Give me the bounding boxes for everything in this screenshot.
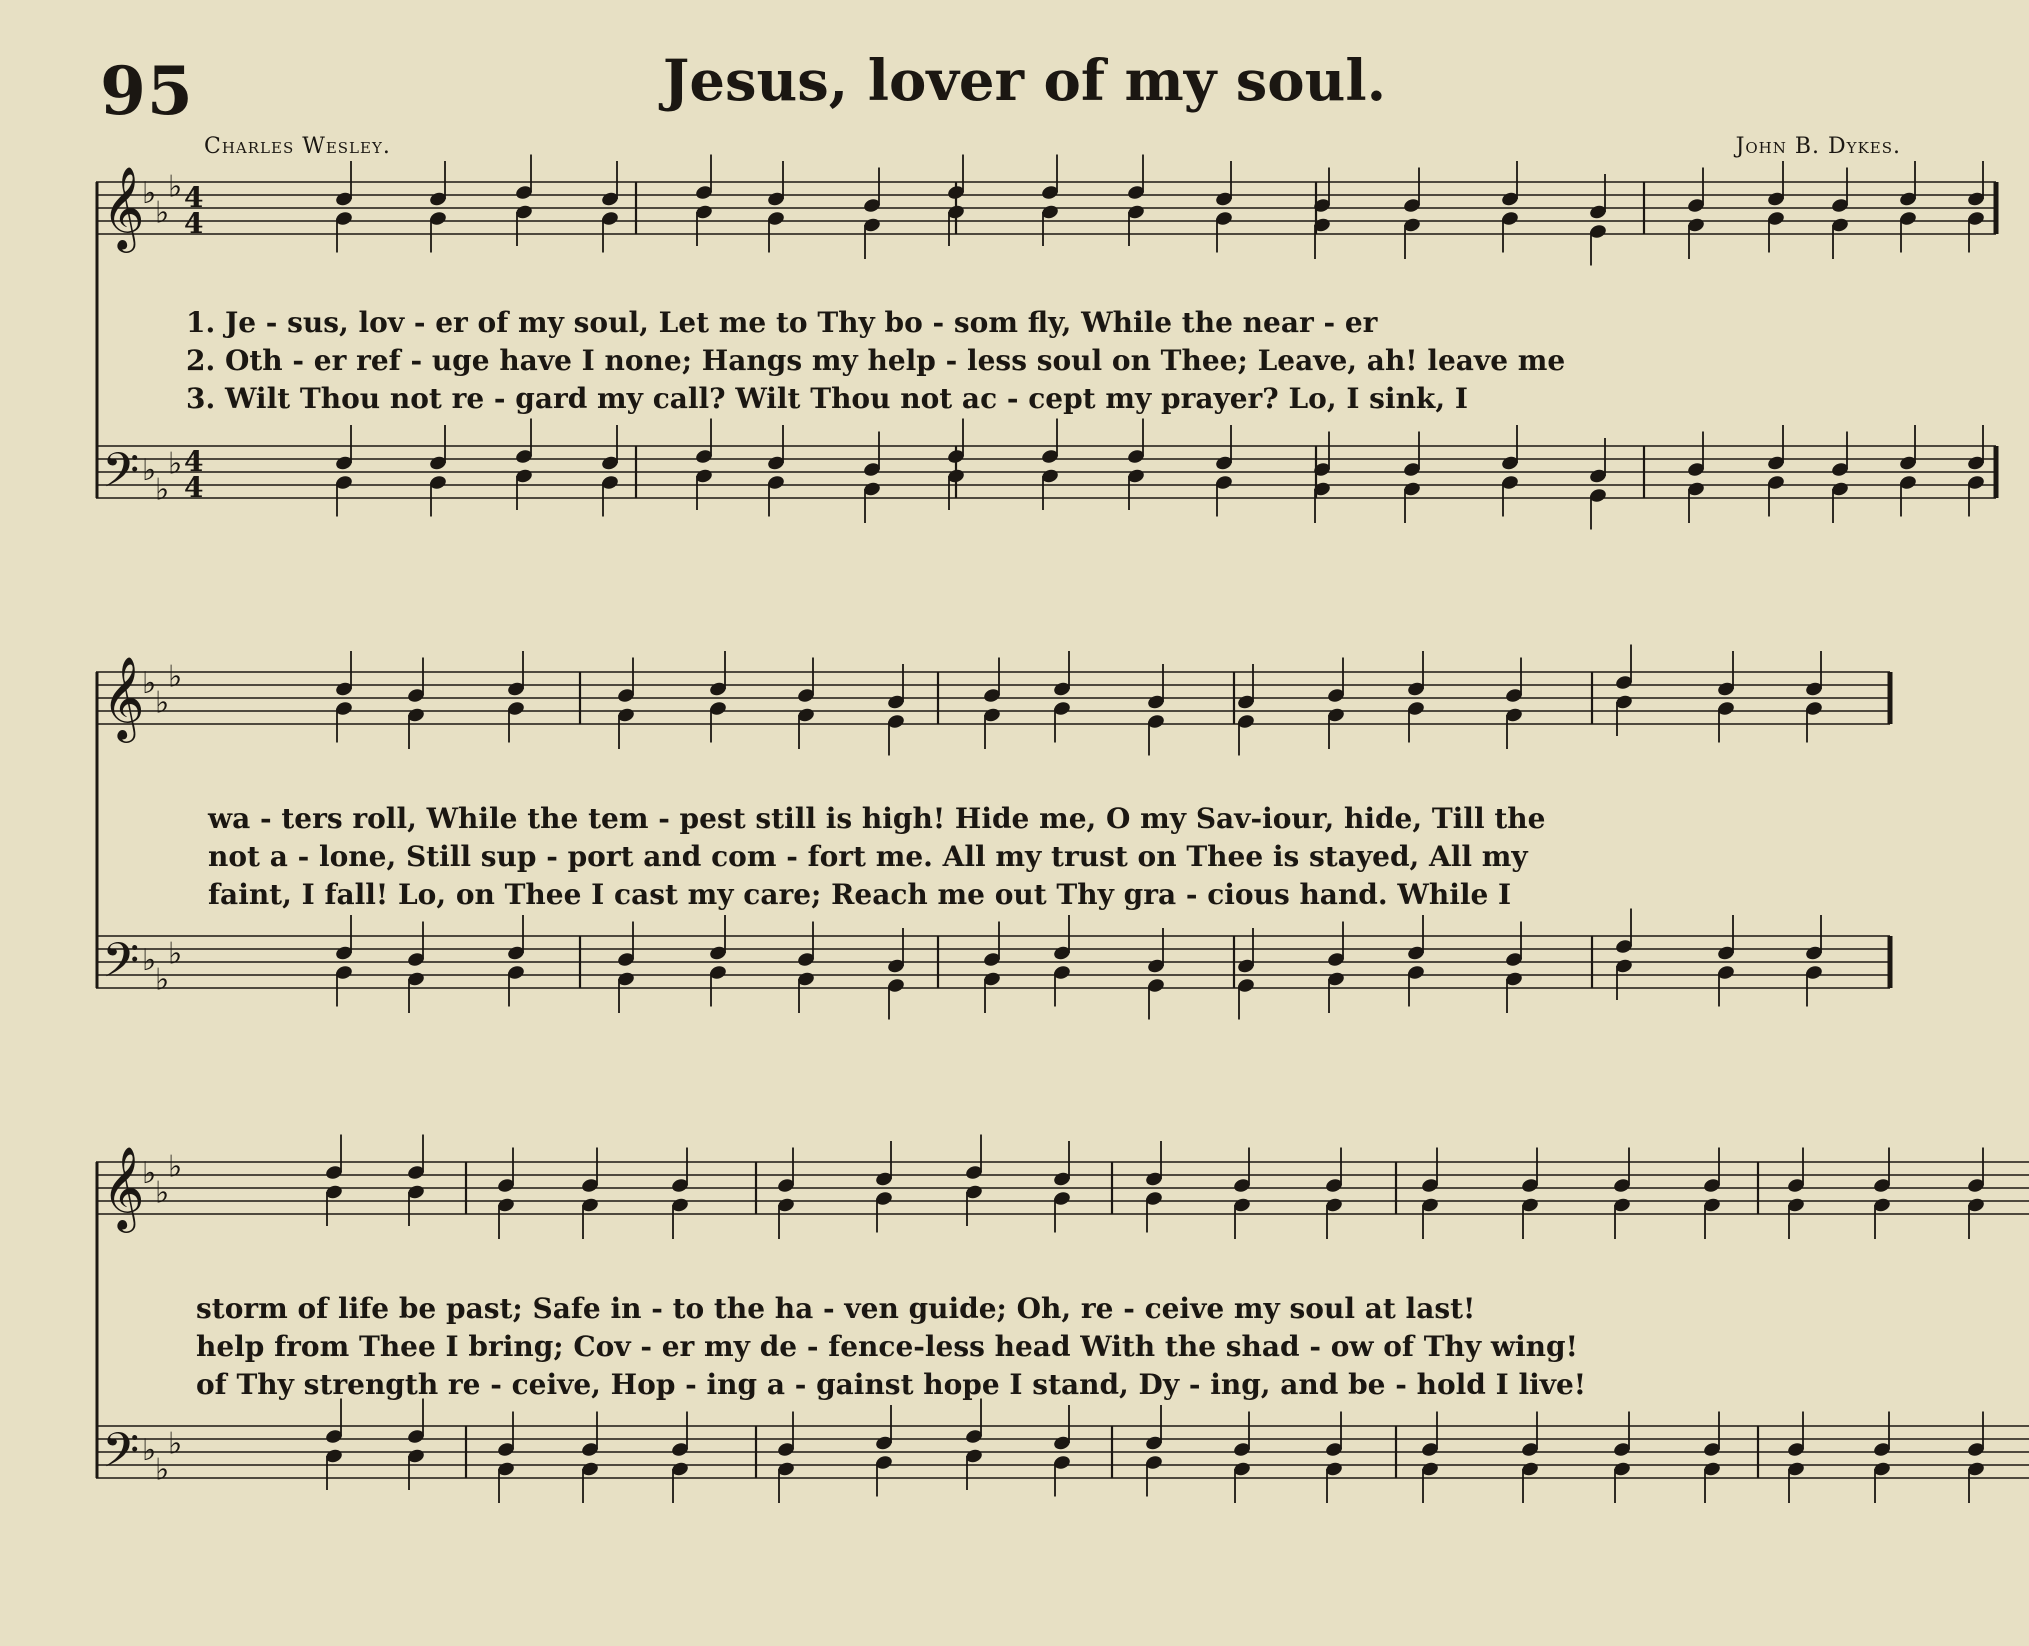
composer-credit: John B. Dykes. bbox=[1735, 134, 1901, 159]
flat-icon: ♭ bbox=[142, 453, 157, 488]
flat-icon: ♭ bbox=[142, 1156, 157, 1191]
verse-2-line-3: help from Thee I bring; Cov - er my de - fence-less head With the shad - ow of Thy wing! bbox=[196, 1330, 1578, 1363]
flat-icon: ♭ bbox=[142, 666, 157, 701]
verse-1-line-1: 1. Je - sus, lov - er of my soul, Let me to Thy bo - som fly, While the near - er bbox=[186, 306, 1378, 339]
hymn-title: Jesus, lover of my soul. bbox=[662, 48, 1387, 114]
verse-3-line-3: of Thy strength re - ceive, Hop - ing a - gainst hope I stand, Dy - ing, and be - hold I live! bbox=[196, 1368, 1587, 1401]
bass-clef-icon: 𝄢 bbox=[102, 442, 140, 510]
time-signature: 4 bbox=[184, 207, 204, 240]
flat-icon: ♭ bbox=[142, 1433, 157, 1468]
treble-staff bbox=[96, 155, 1996, 266]
flat-icon: ♭ bbox=[155, 1175, 170, 1211]
flat-icon: ♭ bbox=[155, 685, 170, 721]
flat-icon: ♭ bbox=[142, 943, 157, 978]
bass-clef-icon: 𝄢 bbox=[102, 1422, 140, 1490]
flat-icon: ♭ bbox=[155, 472, 170, 508]
flat-icon: ♭ bbox=[155, 195, 170, 231]
bass-staff bbox=[96, 419, 1996, 530]
treble-clef-icon: 𝄞 bbox=[102, 1145, 145, 1229]
flat-icon: ♭ bbox=[168, 1426, 183, 1462]
time-signature: 4 bbox=[184, 445, 204, 478]
bass-clef-icon: 𝄢 bbox=[102, 932, 140, 1000]
bass-staff bbox=[96, 909, 1890, 1020]
flat-icon: ♭ bbox=[155, 1452, 170, 1488]
time-signature: 4 bbox=[184, 471, 204, 504]
treble-staff bbox=[96, 1135, 2029, 1240]
flat-icon: ♭ bbox=[155, 962, 170, 998]
music-system-3 bbox=[96, 1145, 1976, 1570]
treble-staff bbox=[96, 645, 1890, 756]
music-system-2 bbox=[96, 655, 1976, 1060]
verse-1-line-3: storm of life be past; Safe in - to the ha - ven guide; Oh, re - ceive my soul at last! bbox=[196, 1292, 1476, 1325]
verse-3-line-2: faint, I fall! Lo, on Thee I cast my care; Reach me out Thy gra - cious hand. While I bbox=[208, 878, 1512, 911]
verse-1-line-2: wa - ters roll, While the tem - pest still is high! Hide me, O my Sav-iour, hide, Till the bbox=[208, 802, 1546, 835]
flat-icon: ♭ bbox=[168, 936, 183, 972]
verse-3-line-1: 3. Wilt Thou not re - gard my call? Wilt Thou not ac - cept my prayer? Lo, I sink, I bbox=[186, 382, 1468, 415]
time-signature: 4 bbox=[184, 181, 204, 214]
verse-2-line-1: 2. Oth - er ref - uge have I none; Hangs my help - less soul on Thee; Leave, ah! leave me bbox=[186, 344, 1566, 377]
bass-staff bbox=[96, 1399, 2029, 1504]
hymn-number: 95 bbox=[100, 52, 194, 130]
flat-icon: ♭ bbox=[168, 1149, 183, 1185]
treble-clef-icon: 𝄞 bbox=[102, 655, 145, 739]
flat-icon: ♭ bbox=[168, 169, 183, 205]
verse-2-line-2: not a - lone, Still sup - port and com - fort me. All my trust on Thee is stayed, All my bbox=[208, 840, 1528, 873]
flat-icon: ♭ bbox=[168, 446, 183, 482]
flat-icon: ♭ bbox=[168, 659, 183, 695]
music-system-1 bbox=[96, 165, 1976, 570]
treble-clef-icon: 𝄞 bbox=[102, 165, 145, 249]
flat-icon: ♭ bbox=[142, 176, 157, 211]
author-credit: Charles Wesley. bbox=[204, 134, 391, 159]
